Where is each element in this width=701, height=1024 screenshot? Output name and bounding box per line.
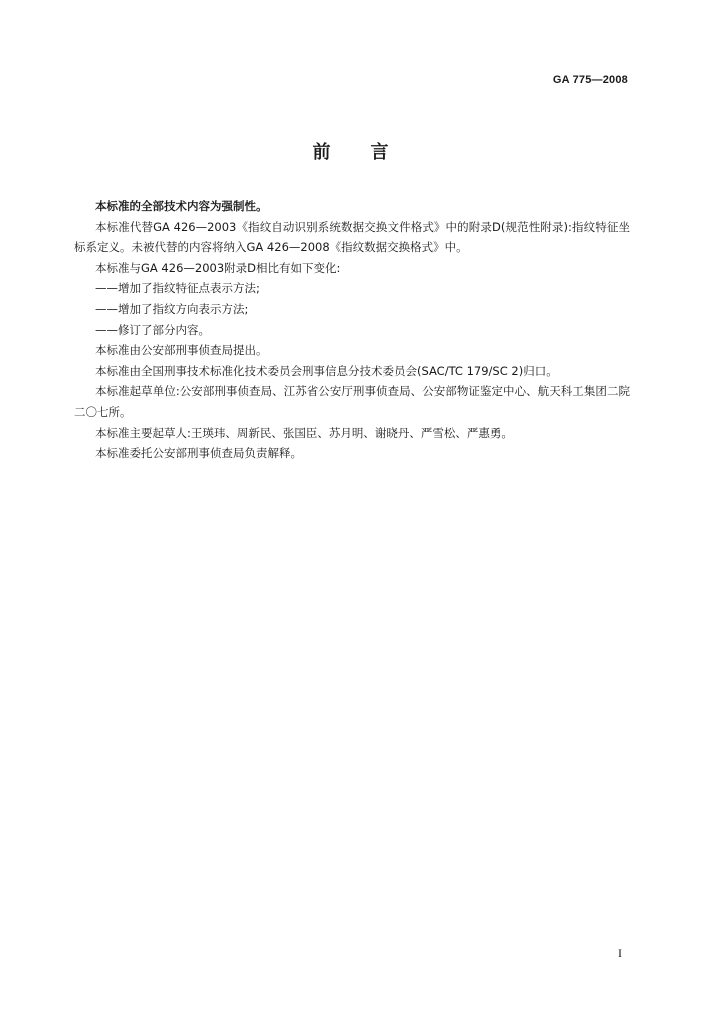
paragraph-mandatory: 本标准的全部技术内容为强制性。 <box>95 199 268 213</box>
foreword-body <box>74 196 630 464</box>
document-code: GA 775—2008 <box>552 74 628 86</box>
paragraph-proposed-by: 本标准由公安部刑事侦查局提出。 <box>95 343 268 358</box>
paragraph-replacement: 本标准代替GA 426—2003《指纹自动识别系统数据交换文件格式》中的附录D(规范性附录):指纹特征坐标系定义。未被代替的内容将纳入GA 426—2008《指纹数据交换格式》中。 <box>74 219 630 255</box>
paragraph-interpretation: 本标准委托公安部刑事侦查局负责解释。 <box>95 446 302 461</box>
change-item: ——修订了部分内容。 <box>95 322 210 337</box>
page-title: 前言 <box>312 142 429 163</box>
paragraph-drafters: 本标准主要起草人:王瑛玮、周新民、张国臣、苏月明、谢晓丹、严雪松、严惠勇。 <box>95 425 513 440</box>
paragraph-drafting-units: 本标准起草单位:公安部刑事侦查局、江苏省公安厅刑事侦查局、公安部物证鉴定中心、航天科工集团二院二〇七所。 <box>74 384 630 419</box>
page-number: I <box>618 946 622 960</box>
change-item: ——增加了指纹特征点表示方法; <box>95 281 260 296</box>
paragraph-centralized-by: 本标准由全国刑事技术标准化技术委员会刑事信息分技术委员会(SAC/TC 179/SC 2)归口。 <box>95 363 558 378</box>
paragraph-changes-intro: 本标准与GA 426—2003附录D相比有如下变化: <box>95 260 341 275</box>
change-item: ——增加了指纹方向表示方法; <box>95 301 249 316</box>
